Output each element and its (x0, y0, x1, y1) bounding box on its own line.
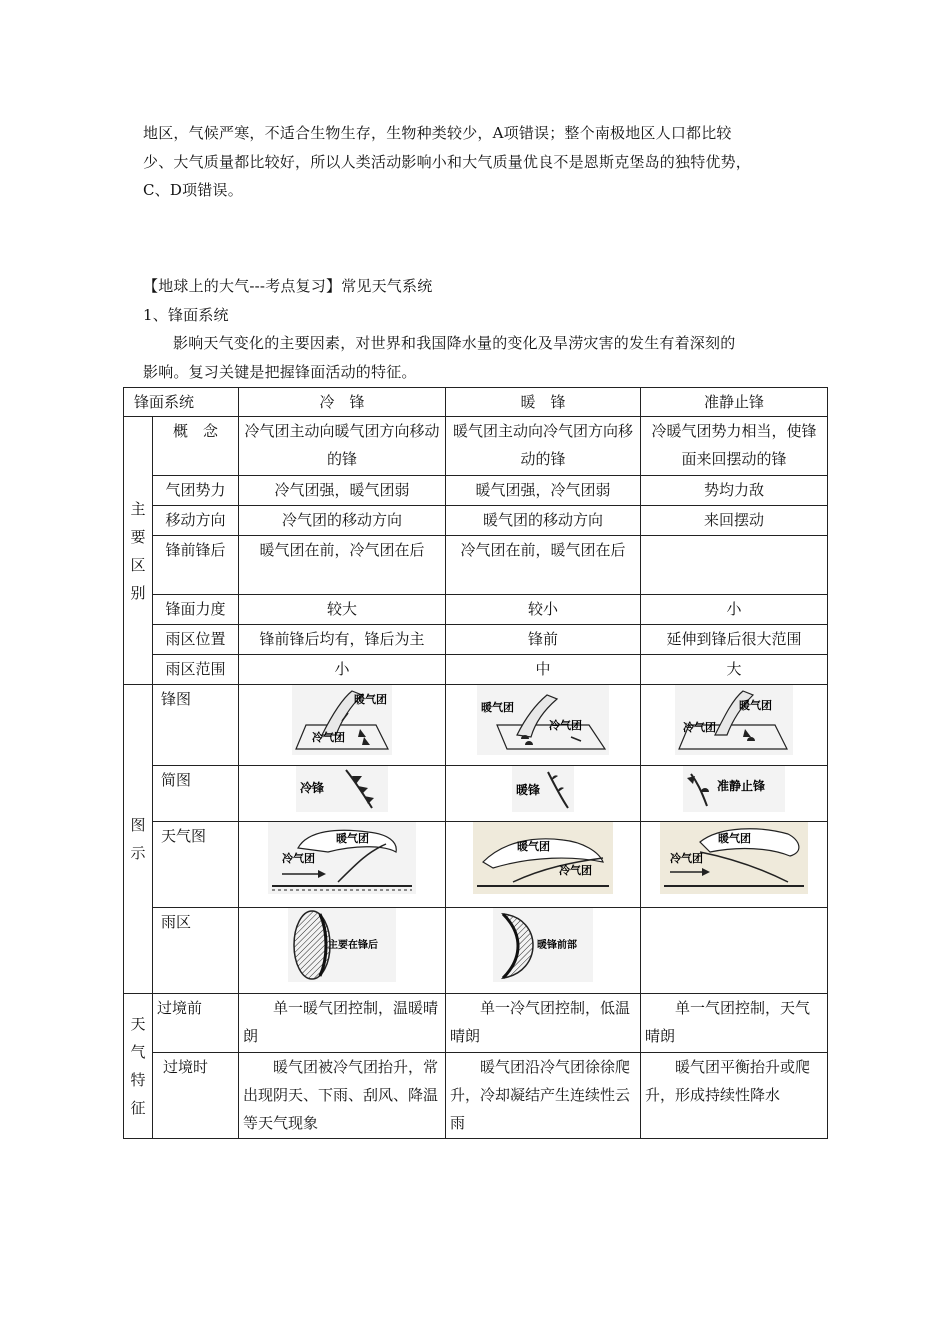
cell-stationary: 来回摆动 (641, 506, 828, 536)
cell-stationary: 冷暖气团势力相当，使锋面来回摆动的锋 (641, 417, 828, 476)
svg-text:暖锋前部: 暖锋前部 (537, 940, 578, 951)
row-label: 天气图 (153, 822, 239, 908)
cell-stationary-front-map (641, 685, 828, 766)
svg-text:暖锋: 暖锋 (516, 783, 541, 797)
table-row (124, 417, 828, 476)
intro-line-1: 地区，气候严寒，不适合生物生存，生物种类较少，A项错误；整个南极地区人口都比较 (143, 124, 732, 142)
group-main-diff: 主 要 区 别 (124, 417, 153, 685)
svg-text:暖气团: 暖气团 (739, 699, 773, 712)
cell-cold: 暖气团被冷气团抬升，常出现阴天、下雨、刮风、降温等天气现象 (239, 1053, 446, 1139)
svg-text:冷气团: 冷气团 (282, 852, 316, 865)
row-label: 雨区范围 (153, 655, 239, 685)
cell-cold: 锋前锋后均有，锋后为主 (239, 625, 446, 655)
svg-text:冷气团: 冷气团 (683, 721, 717, 734)
cell-stationary: 暖气团平衡抬升或爬升，形成持续性降水 (641, 1053, 828, 1139)
row-label: 气团势力 (153, 476, 239, 506)
header-stationary-front: 准静止锋 (641, 388, 828, 417)
cell-warm: 锋前 (446, 625, 641, 655)
table-row (124, 822, 828, 908)
cell-stationary: 势均力敌 (641, 476, 828, 506)
cell-cold-rain (239, 908, 446, 994)
table-row (124, 685, 828, 766)
row-label: 雨区位置 (153, 625, 239, 655)
cell-warm: 冷气团在前，暖气团在后 (446, 536, 641, 595)
cell-warm: 暖气团主动向冷气团方向移动的锋 (446, 417, 641, 476)
cell-warm: 暖气团的移动方向 (446, 506, 641, 536)
row-label: 锋面力度 (153, 595, 239, 625)
row-label: 过境时 (153, 1053, 239, 1139)
cell-warm-weather (446, 822, 641, 908)
cell-cold: 单一暖气团控制，温暖晴朗 (239, 994, 446, 1053)
section-desc-line-2: 影响。复习关键是把握锋面活动的特征。 (143, 362, 417, 381)
section-block (143, 272, 813, 386)
cell-warm-simple (446, 766, 641, 822)
table-row (124, 476, 828, 506)
row-label: 概 念 (153, 417, 239, 476)
stationary-front-3d-diagram (675, 685, 793, 755)
cell-warm: 暖气团强，冷气团弱 (446, 476, 641, 506)
row-label: 锋前锋后 (153, 536, 239, 595)
warm-front-3d-diagram (477, 685, 609, 755)
table-row (124, 536, 828, 595)
svg-text:冷气团: 冷气团 (559, 864, 593, 877)
header-front-system: 锋面系统 (124, 388, 239, 417)
cold-front-weather-diagram (268, 822, 416, 894)
row-label: 简图 (153, 766, 239, 822)
front-system-table (123, 387, 828, 1139)
section-desc-line-1: 影响天气变化的主要因素，对世界和我国降水量的变化及旱涝灾害的发生有着深刻的 (173, 334, 736, 352)
cell-warm: 较小 (446, 595, 641, 625)
table-row (124, 595, 828, 625)
cell-cold-front-map (239, 685, 446, 766)
cold-front-3d-diagram (292, 685, 392, 755)
cell-stationary: 单一气团控制，天气晴朗 (641, 994, 828, 1053)
svg-text:暖气团: 暖气团 (718, 832, 752, 845)
table-row (124, 908, 828, 994)
cell-cold: 较大 (239, 595, 446, 625)
table-row (124, 1053, 828, 1139)
cell-warm-rain (446, 908, 641, 994)
row-label: 移动方向 (153, 506, 239, 536)
cell-warm-front-map (446, 685, 641, 766)
header-warm-front: 暖 锋 (446, 388, 641, 417)
table-row (124, 655, 828, 685)
warm-front-symbol (512, 766, 574, 812)
header-cold-front: 冷 锋 (239, 388, 446, 417)
svg-text:冷气团: 冷气团 (312, 731, 346, 744)
cell-stationary: 小 (641, 595, 828, 625)
table-header-row (124, 388, 828, 417)
cell-stationary-weather (641, 822, 828, 908)
section-subtitle: 1、锋面系统 (143, 305, 229, 324)
cell-cold-simple (239, 766, 446, 822)
cell-cold: 冷气团主动向暖气团方向移动的锋 (239, 417, 446, 476)
svg-text:暖气团: 暖气团 (336, 832, 370, 845)
group-weather-features: 天 气 特 征 (124, 994, 153, 1139)
svg-text:暖气团: 暖气团 (517, 840, 551, 853)
svg-text:冷气团: 冷气团 (549, 719, 583, 732)
stationary-front-weather-diagram (660, 822, 808, 894)
table-row (124, 994, 828, 1053)
cell-stationary: 延伸到锋后很大范围 (641, 625, 828, 655)
svg-text:暖气团: 暖气团 (481, 701, 515, 714)
intro-line-3: C、D项错误。 (143, 181, 243, 199)
warm-front-rain-area (493, 908, 593, 982)
cell-stationary: 大 (641, 655, 828, 685)
intro-line-2: 少、大气质量都比较好，所以人类活动影响小和大气质量优良不是恩斯克堡岛的独特优势， (143, 152, 752, 171)
cell-warm: 单一冷气团控制，低温晴朗 (446, 994, 641, 1053)
stationary-front-symbol (683, 766, 785, 812)
cell-stationary (641, 536, 828, 595)
table-row (124, 625, 828, 655)
svg-text:主要在锋后: 主要在锋后 (328, 940, 379, 951)
svg-text:冷气团: 冷气团 (670, 852, 704, 865)
cell-cold: 冷气团的移动方向 (239, 506, 446, 536)
cell-cold: 小 (239, 655, 446, 685)
table-row (124, 506, 828, 536)
table-row (124, 766, 828, 822)
cold-front-symbol (296, 766, 388, 812)
cell-stationary-rain (641, 908, 828, 994)
svg-text:暖气团: 暖气团 (354, 693, 388, 706)
cell-warm: 中 (446, 655, 641, 685)
cell-cold-weather (239, 822, 446, 908)
row-label: 雨区 (153, 908, 239, 994)
cell-stationary-simple (641, 766, 828, 822)
cold-front-rain-area (288, 908, 396, 982)
svg-text:准静止锋: 准静止锋 (717, 779, 766, 793)
svg-text:冷锋: 冷锋 (300, 781, 325, 795)
cell-warm: 暖气团沿冷气团徐徐爬升，冷却凝结产生连续性云雨 (446, 1053, 641, 1139)
cell-cold: 暖气团在前，冷气团在后 (239, 536, 446, 595)
row-label: 过境前 (153, 994, 239, 1053)
section-title: 【地球上的大气---考点复习】常见天气系统 (143, 277, 433, 295)
group-figures: 图 示 (124, 685, 153, 994)
intro-paragraph (143, 119, 813, 205)
cell-cold: 冷气团强，暖气团弱 (239, 476, 446, 506)
warm-front-weather-diagram (473, 822, 613, 894)
row-label: 锋图 (153, 685, 239, 766)
